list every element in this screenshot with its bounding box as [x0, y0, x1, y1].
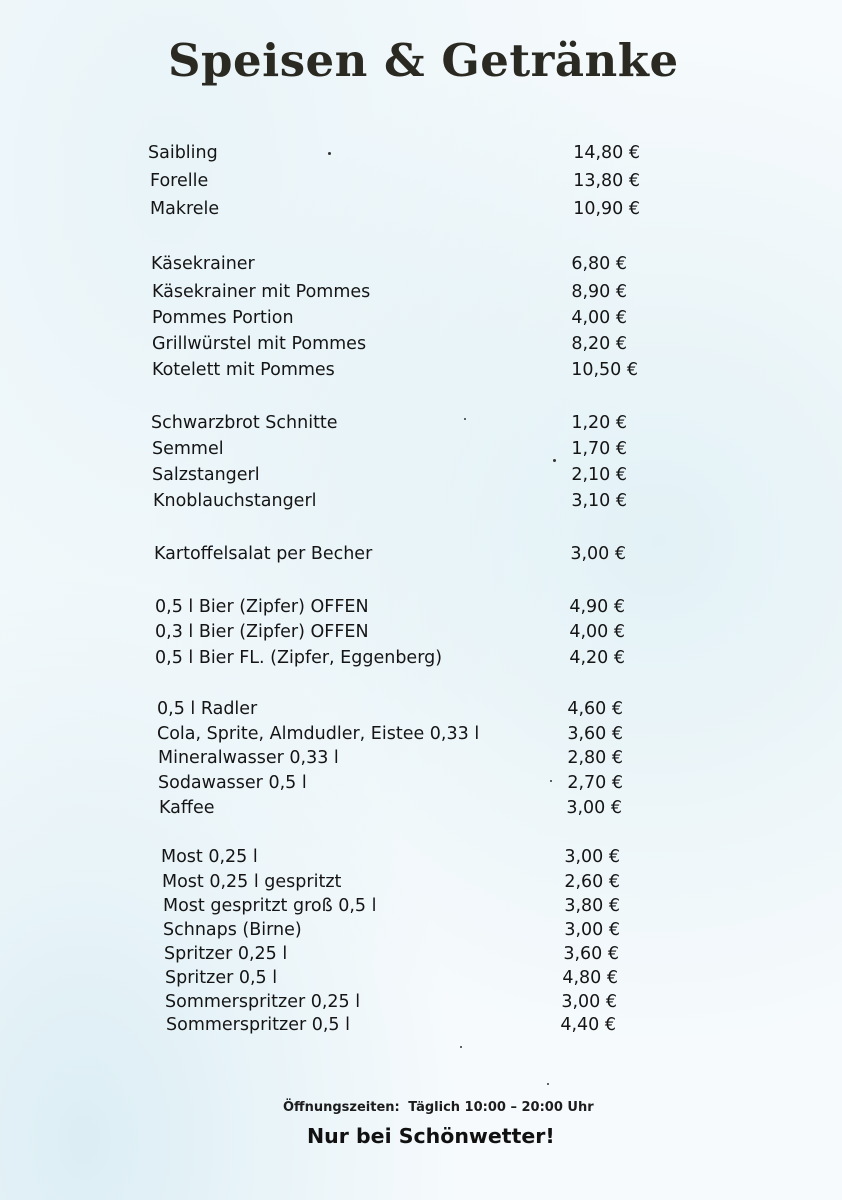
menu-item-name: Kaffee — [159, 798, 215, 818]
menu-item-price: 4,00 € — [571, 308, 627, 328]
menu-item-price: 4,20 € — [569, 648, 625, 668]
menu-item-price: 3,00 € — [561, 992, 617, 1012]
menu-item-name: Kartoffelsalat per Becher — [154, 544, 373, 564]
opening-hours-label: Öffnungszeiten: — [283, 1100, 400, 1115]
menu-item-name: Mineralwasser 0,33 l — [158, 748, 339, 768]
menu-item-name: Most 0,25 l gespritzt — [162, 872, 342, 892]
menu-item-name: Schwarzbrot Schnitte — [151, 413, 338, 433]
menu-item-price: 3,00 € — [570, 544, 626, 564]
menu-item-price: 8,20 € — [571, 334, 627, 354]
menu-item-price: 2,10 € — [571, 465, 627, 485]
menu-item-price: 3,10 € — [571, 491, 627, 511]
menu-item-name: 0,5 l Bier (Zipfer) OFFEN — [155, 597, 369, 617]
paper-speck — [547, 1083, 549, 1085]
paper-speck — [464, 418, 466, 420]
menu-title: Speisen & Getränke — [168, 34, 679, 87]
menu-item-name: Pommes Portion — [152, 308, 294, 328]
menu-item-name: Kotelett mit Pommes — [152, 360, 335, 380]
menu-item-price: 3,00 € — [564, 847, 620, 867]
menu-item-name: Salzstangerl — [152, 465, 260, 485]
menu-item-price: 2,70 € — [567, 773, 623, 793]
menu-item-price: 3,60 € — [563, 944, 619, 964]
menu-item-price: 10,90 € — [573, 199, 640, 219]
menu-item-name: 0,5 l Radler — [157, 699, 258, 719]
menu-item-price: 3,00 € — [566, 798, 622, 818]
paper-speck — [553, 459, 556, 462]
menu-item-price: 4,60 € — [567, 699, 623, 719]
menu-item-name: Grillwürstel mit Pommes — [152, 334, 367, 354]
menu-item-name: 0,3 l Bier (Zipfer) OFFEN — [155, 622, 369, 642]
menu-item-name: Spritzer 0,25 l — [164, 944, 288, 964]
paper-speck — [460, 1046, 462, 1048]
paper-speck — [328, 152, 331, 155]
menu-item-name: Forelle — [150, 171, 209, 191]
menu-item-price: 3,80 € — [564, 896, 620, 916]
menu-item-name: Most 0,25 l — [161, 847, 258, 867]
menu-item-name: Schnaps (Birne) — [163, 920, 302, 940]
paper-speck — [550, 780, 552, 782]
opening-hours — [283, 1100, 594, 1115]
menu-item-name: Spritzer 0,5 l — [165, 968, 278, 988]
menu-item-price: 4,80 € — [562, 968, 618, 988]
menu-item-price: 2,80 € — [567, 748, 623, 768]
menu-item-name: Semmel — [152, 439, 224, 459]
menu-item-price: 1,20 € — [571, 413, 627, 433]
menu-item-price: 4,90 € — [569, 597, 625, 617]
menu-item-price: 14,80 € — [573, 143, 640, 163]
menu-item-name: Cola, Sprite, Almdudler, Eistee 0,33 l — [157, 724, 480, 744]
menu-item-price: 3,60 € — [567, 724, 623, 744]
menu-item-price: 2,60 € — [564, 872, 620, 892]
menu-item-price: 8,90 € — [571, 282, 627, 302]
menu-item-name: Makrele — [150, 199, 220, 219]
menu-item-name: Sodawasser 0,5 l — [158, 773, 307, 793]
menu-item-price: 3,00 € — [564, 920, 620, 940]
opening-hours-value: Täglich 10:00 – 20:00 Uhr — [408, 1100, 594, 1115]
menu-item-price: 13,80 € — [573, 171, 640, 191]
menu-item-price: 1,70 € — [571, 439, 627, 459]
menu-item-name: Knoblauchstangerl — [153, 491, 317, 511]
menu-item-name: Sommerspritzer 0,25 l — [165, 992, 361, 1012]
menu-item-price: 10,50 € — [571, 360, 638, 380]
menu-item-name: Käsekrainer mit Pommes — [152, 282, 371, 302]
menu-item-price: 6,80 € — [571, 254, 627, 274]
weather-notice: Nur bei Schönwetter! — [307, 1124, 555, 1148]
menu-item-name: Saibling — [148, 143, 218, 163]
menu-item-name: Käsekrainer — [151, 254, 255, 274]
menu-item-name: Most gespritzt groß 0,5 l — [163, 896, 377, 916]
menu-item-name: 0,5 l Bier FL. (Zipfer, Eggenberg) — [155, 648, 443, 668]
menu-item-name: Sommerspritzer 0,5 l — [166, 1015, 350, 1035]
menu-item-price: 4,40 € — [560, 1015, 616, 1035]
menu-item-price: 4,00 € — [569, 622, 625, 642]
